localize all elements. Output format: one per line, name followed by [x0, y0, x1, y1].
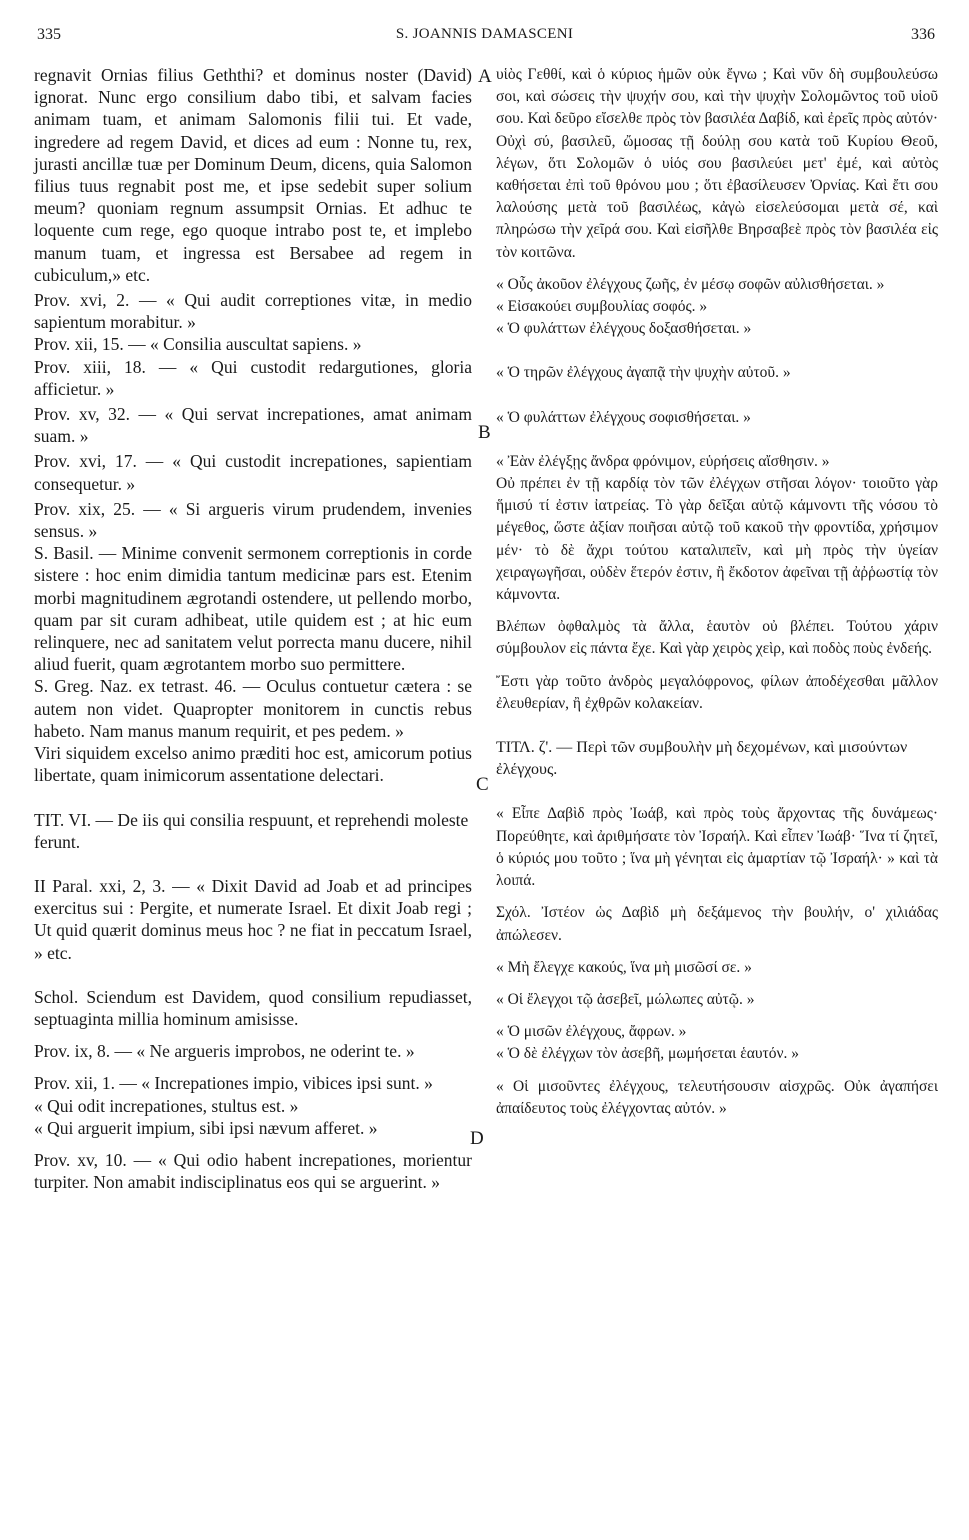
- latin-citation: « Qui arguerit impium, sibi ipsi nævum afferet. »: [34, 1117, 378, 1138]
- greek-paragraph: υἱὸς Γεθθί, καὶ ὁ κύριος ἡμῶν οὐκ ἔγνω ; Καὶ νῦν δὴ συμβουλεύσω σοι, καὶ σώσεις τὴν ψυχήν σου, καὶ τὴν ψυχὴν Σολομῶντος τοῦ υἱοῦ σου. Καὶ δεῦρο εἴσελθε πρὸς τὸν βασιλέα Δαβίδ, καὶ ἐρεῖς πρὸς αὐτόν· Οὐχὶ σύ, βασιλεῦ, ὤμοσας τῇ δούλῃ σου κατὰ τοῦ Κυρίου Θεοῦ, λέγων, ὅτι Σολομῶν ὁ υἱός σου βασιλεύει μετ' ἐμέ, καὶ αὐτὸς καθήσεται ἐπὶ τοῦ θρόνου μου ; ὅτι ἐβασίλευσεν Ὀρνίας. Καὶ ἔτι σου λαλούσης μετὰ τοῦ βασιλέως, κἀγὼ εἰσελεύσομαι μετὰ σέ, καὶ πληρώσω τὴν χεῖρά σου. Καὶ εἰσῆλθε Βηρσαβεὲ πρὸς τὸν βασιλέα εἰς τὸν κοιτῶνα.: [496, 66, 938, 261]
- latin-paragraph: II Paral. xxi, 2, 3. — « Dixit David ad Joab et ad principes exercitus sui : Pergite, et numerate Israel. Et dixit Joab regi ; Ut quid quærit dominus meus hoc ? ne fiat in peccatum Israel, » etc.: [34, 875, 472, 963]
- greek-citation: « Μὴ ἔλεγχε κακούς, ἵνα μὴ μισῶσί σε. »: [496, 958, 752, 976]
- greek-citation: « Οὖς ἀκοῦον ἐλέγχους ζωῆς, ἐν μέσῳ σοφῶν αὐλισθήσεται. »: [496, 275, 885, 293]
- latin-citation: Prov. ix, 8. — « Ne argueris improbos, ne oderint te. »: [34, 1041, 415, 1062]
- greek-column: [496, 64, 938, 1120]
- greek-citation: « Ὁ φυλάττων ἐλέγχους δοξασθήσεται. »: [496, 320, 752, 338]
- greek-paragraph: Οὐ πρέπει ἐν τῇ καρδίᾳ τὸν τῶν ἐλέγχων στῆσαι λόγον· τοιοῦτο γὰρ ἥμισύ τί ἐστιν ἰατρείας. Τὸ γὰρ δεῖξαι αὐτῷ κάμνοντι τῆς νόσου τὸ μέγεθος, ὥστε ἀξίαν ποιῆσαι αὐτῷ τοῦ κακοῦ τὴν φροντίδα, χρήσιμον μέν· τὸ δὲ ἄχρι τούτου καταλιπεῖν, καὶ μὴ πρὸς τὴν ὑγείαν χειραγωγῆσαι, οὐδὲν ἕτερόν ἐστιν, ἢ ἔκδοτον ἀφεῖναι τῇ ἀῤῥωστίᾳ τὸν κάμνοντα.: [496, 475, 938, 604]
- page-number-left: 335: [37, 26, 61, 43]
- page-number-right: 336: [911, 26, 935, 43]
- greek-citation: « Ἐὰν ἐλέγξῃς ἄνδρα φρόνιμον, εὑρήσεις αἴσθησιν. »: [496, 452, 830, 470]
- latin-citation: Prov. xii, 1. — « Increpationes impio, vibices ipsi sunt. »: [34, 1073, 433, 1094]
- margin-marker-d: D: [470, 1128, 484, 1149]
- greek-paragraph: Ἔστι γὰρ τοῦτο ἀνδρὸς μεγαλόφρονος, φίλων ἀποδέχεσθαι μᾶλλον ἐλευθερίαν, ἢ ἐχθρῶν κολακείαν.: [496, 672, 938, 712]
- greek-citation: « Ὁ μισῶν ἐλέγχους, ἄφρων. »: [496, 1023, 687, 1041]
- latin-citation: Prov. xix, 25. — « Si argueris virum prudendem, invenies sensus. »: [34, 498, 472, 542]
- latin-column: [34, 64, 472, 1193]
- greek-scholion: Σχόλ. Ἰστέον ὡς Δαβὶδ μὴ δεξάμενος τὴν βουλήν, ο' χιλιάδας ἀπώλεσεν.: [496, 904, 938, 944]
- margin-marker-b: B: [478, 422, 491, 443]
- latin-paragraph: Viri siquidem excelso animo præditi hoc est, amicorum potius libertate, quam inimicorum assentatione delectari.: [34, 743, 472, 786]
- latin-citation: Prov. xii, 15. — « Consilia auscultat sapiens. »: [34, 334, 362, 355]
- latin-paragraph: S. Greg. Naz. ex tetrast. 46. — Oculus contuetur cætera : se autem non videt. Quapropter monitorem in cunctis rebus habeto. Nam manus manum requirit, et pes pedem. »: [34, 676, 472, 741]
- greek-section-title: ΤΙΤΛ. ζ'. — Περὶ τῶν συμβουλὴν μὴ δεχομένων, καὶ μισούντων ἐλέγχους.: [496, 739, 908, 779]
- greek-citation: « Ὁ τηρῶν ἐλέγχους ἀγαπᾷ τὴν ψυχὴν αὐτοῦ. »: [496, 364, 791, 382]
- latin-paragraph: S. Basil. — Minime convenit sermonem correptionis in corde sistere : hoc enim dimidia tantum medicinæ pars est. Etenim morbi magnitudinem ægrotandi ostendere, ut pellendo morbo, quam par sit curam adhibeat, utile quidem est ; at hic eum relinquere, nec ad sanitatem velut porrecta manu ducere, nihil aliud fuerit, quam ægrotantem morbo suo permittere.: [34, 543, 472, 675]
- greek-citation: « Οἱ μισοῦντες ἐλέγχους, τελευτήσουσιν αἰσχρῶς. Οὐκ ἀγαπήσει ἀπαίδευτος τοὺς ἐλέγχοντας αὐτόν. »: [496, 1077, 938, 1117]
- latin-section-title: TIT. VI. — De iis qui consilia respuunt, et reprehendi moleste ferunt.: [34, 809, 469, 852]
- greek-citation: « Ὁ φυλάττων ἐλέγχους σοφισθήσεται. »: [496, 408, 751, 426]
- running-title: S. JOANNIS DAMASCENI: [395, 26, 574, 42]
- greek-citation: « Ὁ δὲ ἐλέγχων τὸν ἀσεβῆ, μωμήσεται ἑαυτόν. »: [496, 1045, 800, 1063]
- greek-citation: « Εἰσακούει συμβουλίας σοφός. »: [496, 298, 708, 316]
- latin-citation: Prov. xv, 10. — « Qui odio habent increpationes, morientur turpiter. Non amabit indisciplinatus eos qui se arguerint. »: [34, 1149, 472, 1193]
- latin-citation: « Qui odit increpationes, stultus est. »: [34, 1095, 299, 1116]
- latin-citation: Prov. xvi, 2. — « Qui audit correptiones vitæ, in medio sapientum morabitur. »: [34, 290, 472, 333]
- greek-paragraph: « Εἶπε Δαβὶδ πρὸς Ἰωάβ, καὶ πρὸς τοὺς ἄρχοντας τῆς δυνάμεως· Πορεύθητε, καὶ ἀριθμήσατε τὸν Ἰσραήλ. Καὶ εἶπεν Ἰωάβ· Ἵνα τί ζητεῖ, ὁ κύριός μου τοῦτο ; ἵνα μὴ γένηται εἰς ἁμαρτίαν τῷ Ἰσραήλ· » καὶ τὰ λοιπά.: [496, 805, 938, 890]
- margin-marker-c: C: [476, 774, 489, 795]
- latin-citation: Prov. xv, 32. — « Qui servat increpationes, amat animam suam. »: [34, 404, 472, 447]
- latin-paragraph: regnavit Ornias filius Geththi? et dominus noster (David) ignorat. Nunc ergo consilium dabo tibi, et salvam facies animam tuam, et animam Salomonis filii tui. Et vade, ingredere ad regem David, et dices ad eum : Nonne tu, rex, jurasti ancillæ tuæ per Dominum Deum, dicens, quia Salomon filius tuus regnabit post me, et ipse sedebit super solium meum? quoniam regnum assumpsit Ornias. Et adhuc te loquente cum rege, ego quoque intrabo post te, et implebo manum tuam, et ingressa est Bersabee ad regem in cubiculum,» etc.: [34, 65, 472, 285]
- latin-citation: Prov. xiii, 18. — « Qui custodit redargutiones, gloria afficietur. »: [34, 356, 472, 399]
- latin-citation: Prov. xvi, 17. — « Qui custodit increpationes, sapientiam consequetur. »: [34, 451, 472, 494]
- greek-paragraph: Βλέπων ὀφθαλμὸς τὰ ἄλλα, ἑαυτὸν οὐ βλέπει. Τούτου χάριν σύμβουλον εἰς πάντα ἔχε. Καὶ γὰρ χειρὸς χεὶρ, καὶ ποδὸς ποὺς ἐνδεής.: [496, 618, 938, 658]
- latin-scholion: Schol. Sciendum est Davidem, quod consilium repudiasset, septuaginta millia hominum amisisse.: [34, 986, 472, 1029]
- margin-marker-a: A: [478, 66, 492, 87]
- running-header: [0, 26, 969, 56]
- greek-citation: « Οἱ ἔλεγχοι τῷ ἀσεβεῖ, μώλωπες αὐτῷ. »: [496, 990, 755, 1008]
